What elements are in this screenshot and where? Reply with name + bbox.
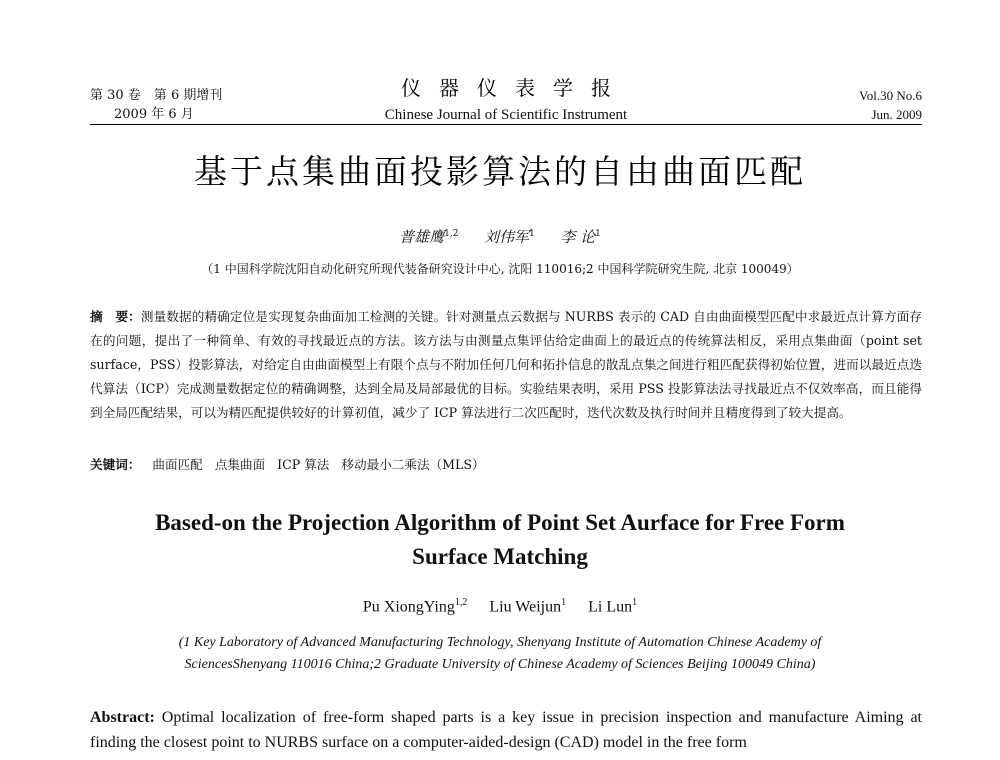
volume-en: Vol.30 No.6 <box>859 88 922 103</box>
abstract-cn <box>90 305 922 425</box>
volume-issue: 第 30 卷 第 6 期增刊 <box>90 88 223 103</box>
abstract-en <box>90 705 922 755</box>
keyword: ICP 算法 <box>277 457 330 472</box>
author-affil-mark: 1 <box>632 597 638 608</box>
author-affil-mark: 1 <box>561 597 567 608</box>
author-affil-mark: 1,2 <box>454 597 468 608</box>
affiliation-en: (1 Key Laboratory of Advanced Manufacturing Technology, Shenyang Institute of Automation Chinese Academy of SciencesShenyang 110016 China;2 Graduate University of Chinese Academy of Sciences Beijing 100049 China) <box>178 635 822 672</box>
keywords-label-cn: 关键词： <box>90 457 141 472</box>
author-name: Pu XiongYing <box>362 598 455 616</box>
paper-title-cn: 基于点集曲面投影算法的自由曲面匹配 <box>194 152 806 191</box>
author-list-en <box>0 597 1000 616</box>
keyword: 移动最小二乘法（MLS） <box>341 457 485 472</box>
paper-title-en-line1: Based-on the Projection Algorithm of Point Set Aurface for Free Form <box>155 510 845 535</box>
author-name: Liu Weijun <box>489 598 562 616</box>
paper-title-en <box>0 506 1000 574</box>
author-name: Li Lun <box>588 598 633 616</box>
journal-name-en: Chinese Journal of Scientific Instrument <box>384 107 628 123</box>
author-affil-mark: 1,2 <box>444 229 459 239</box>
author-affil-mark: 1 <box>595 229 601 239</box>
abstract-text-cn: 测量数据的精确定位是实现复杂曲面加工检测的关键。针对测量点云数据与 NURBS 表示的 CAD 自由曲面模型匹配中求最近点计算方面存在的问题，提出了一种简单、有效的寻找最近点的方法。该方法与由测量点集评估给定曲面上的最近点的传统算法相反，采用点集曲面（point set surface，PSS）投影算法，对给定自由曲面模型上有限个点与不附加任何几何和拓扑信息的散乱点集之间进行粗匹配获得初始位置，进而以最近点迭代算法（ICP）完成测量数据定位的精确调整，达到全局及局部最优的目标。实验结果表明，采用 PSS 投影算法法寻找最近点不仅效率高，而且能得到全局匹配结果，可以为精匹配提供较好的计算初值，减少了 ICP 算法进行二次匹配时，迭代次数及执行时间并且精度得到了较大提高。 <box>90 309 923 420</box>
abstract-text-en: Optimal localization of free-form shaped parts is a key issue in precision inspection and manufacture Aiming at finding the closest point to NURBS surface on a computer-aided-design (CAD) model in the free form <box>90 709 923 751</box>
date-en: Jun. 2009 <box>871 107 922 122</box>
abstract-label-cn: 摘 要： <box>90 309 141 324</box>
author-name: 李 论 <box>560 228 596 246</box>
author-affil-mark: 1 <box>529 229 535 239</box>
abstract-label-en: Abstract: <box>90 709 155 726</box>
keyword: 曲面匹配 <box>152 457 203 472</box>
author-name: 刘伟军 <box>484 228 530 246</box>
keyword: 点集曲面 <box>214 457 266 472</box>
keywords-cn <box>90 455 922 475</box>
header-rule <box>90 124 922 125</box>
author-name: 普雄鹰 <box>399 228 445 246</box>
journal-name-cn: 仪器仪表学报 <box>401 76 629 100</box>
affiliation-cn: （1 中国科学院沈阳自动化研究所现代装备研究设计中心, 沈阳 110016;2 中国科学院研究生院, 北京 100049） <box>201 262 799 276</box>
paper-title-en-line2: Surface Matching <box>412 544 588 569</box>
date-cn: 2009 年 6 月 <box>114 107 194 122</box>
author-list-cn <box>0 226 1000 247</box>
